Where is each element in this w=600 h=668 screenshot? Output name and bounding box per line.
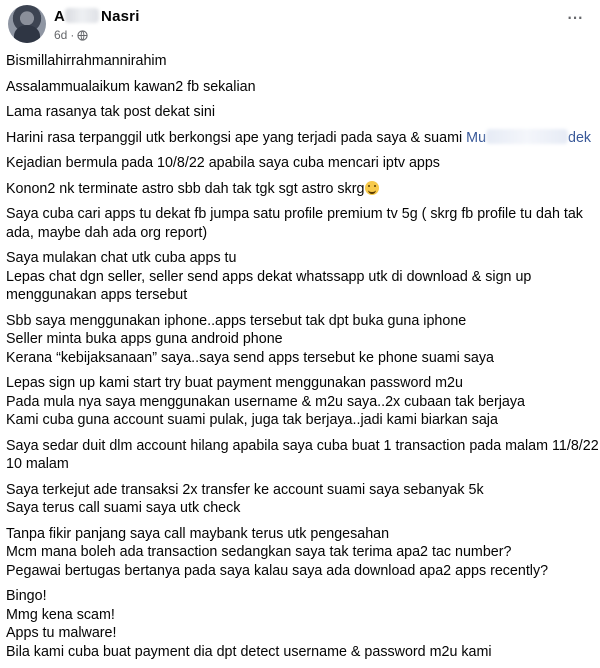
post-line: Konon2 nk terminate astro sbb dah tak tgk sgt astro skrg bbox=[6, 180, 586, 199]
post-line: Assalammualaikum kawan2 fb sekalian bbox=[6, 78, 256, 95]
mention-link[interactable]: Mu dek bbox=[466, 129, 592, 146]
post-paragraph: Bingo! Mmg kena scam! Apps tu malware! Bila kami cuba buat payment dia dpt detect username & password m2u kami bbox=[6, 588, 492, 660]
post-line: Bismillahirrahmannirahim bbox=[6, 53, 167, 69]
redacted-name bbox=[65, 8, 99, 23]
post-meta: 6d · bbox=[54, 28, 88, 42]
author-name-end: Nasri bbox=[101, 8, 140, 25]
avatar[interactable] bbox=[8, 5, 46, 43]
author-name[interactable] bbox=[54, 8, 140, 25]
globe-icon[interactable] bbox=[77, 30, 88, 41]
post-paragraph: Saya sedar duit dlm account hilang apabila saya cuba buat 1 transaction pada malam 11/8/22 10 malam bbox=[6, 437, 599, 472]
post-time[interactable]: 6d bbox=[54, 28, 68, 42]
post-paragraph: Lepas sign up kami start try buat payment menggunakan password m2u Pada mula nya saya menggunakan username & m2u saya..2x cubaan tak berjaya Kami cuba guna account suami pulak, juga tak berjaya..jadi kami biarkan saja bbox=[6, 375, 525, 428]
post-paragraph: Saya mulakan chat utk cuba apps tu Lepas chat dgn seller, seller send apps dekat whatssapp utk di download & sign up menggunakan apps tersebut bbox=[6, 250, 532, 303]
author-name-start: A bbox=[54, 8, 66, 25]
more-options-button[interactable] bbox=[560, 4, 588, 32]
post-header bbox=[0, 0, 600, 48]
post-body bbox=[6, 52, 599, 668]
post-paragraph: Saya cuba cari apps tu dekat fb jumpa satu profile premium tv 5g ( skrg fb profile tu dah tak ada, maybe dah ada org report) bbox=[6, 206, 583, 241]
ellipsis-icon: ··· bbox=[566, 4, 582, 29]
post-paragraph: Sbb saya menggunakan iphone..apps tersebut tak dpt buka guna iphone Seller minta buka apps guna android phone Kerana “kebijaksanaan” saya..saya send apps tersebut ke phone suami saya bbox=[6, 312, 494, 366]
post-paragraph: Saya terkejut ade transaksi 2x transfer ke account suami saya sebanyak 5k Saya terus call suami saya utk check bbox=[6, 481, 484, 516]
post-line: Lama rasanya tak post dekat sini bbox=[6, 104, 216, 120]
post-paragraph: Tanpa fikir panjang saya call maybank terus utk pengesahan Mcm mana boleh ada transaction sedangkan saya tak terima apa2 tac number? Pegawai bertugas bertanya pada saya kalau saya ada download apa2 apps recently? bbox=[6, 525, 549, 579]
post-line: Kejadian bermula pada 10/8/22 apabila saya cuba mencari iptv apps bbox=[6, 155, 440, 171]
redacted-mention bbox=[486, 129, 568, 144]
post-line: Harini rasa terpanggil utk berkongsi ape yang terjadi pada saya & suami Mu dek bbox=[6, 129, 592, 146]
grinning-emoji-icon bbox=[365, 181, 379, 195]
